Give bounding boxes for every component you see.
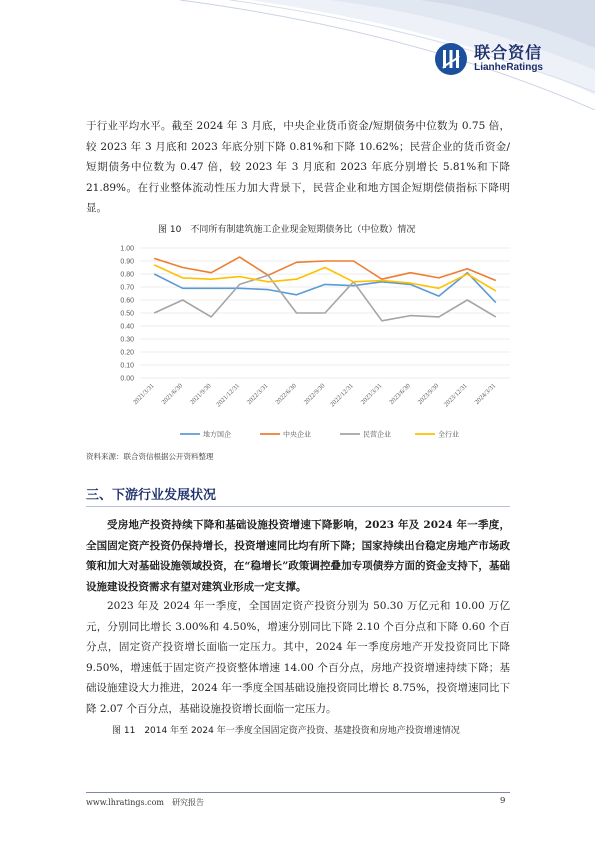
paragraph-liquidity: 于行业平均水平。截至 2024 年 3 月底，中央企业货币资金/短期债务中位数为 0.75 倍，较 2023 年 3 月底和 2023 年底分别下降 0.81%和下降 10.62%；民营企业的货币资金/短期债务中位数为 0.47 倍，较 2023 年 3 月底和 2023 年底分别增长 5.81%和下降 21.89%。在行业整体流动性压力加大背景下，民营企业和地方国企短期偿债指标下降明显。	[86, 120, 510, 214]
x-tick-label: 2023/9/30	[416, 382, 441, 407]
figure-11-caption: 图 11 2014 年至 2024 年一季度全国固定资产投资、基建投资和房地产投资增速情况	[112, 726, 460, 736]
series-line-2	[154, 257, 496, 280]
x-tick-label: 2022/9/30	[302, 382, 327, 407]
y-tick-label: 0.90	[120, 258, 134, 266]
figure-10-caption: 图 10 不同所有制建筑施工企业现金短期债务比（中位数）情况	[158, 225, 416, 235]
legend-label: 全行业	[438, 430, 459, 439]
y-tick-label: 1.00	[120, 245, 134, 253]
x-tick-label: 2023/12/31	[442, 382, 469, 409]
series-line-3	[154, 275, 496, 321]
y-tick-label: 0.60	[120, 297, 134, 305]
x-tick-label: 2023/6/30	[388, 382, 412, 407]
section-title: 三、下游行业发展状况	[86, 488, 217, 503]
y-tick-label: 0.50	[120, 310, 134, 318]
x-tick-label: 2023/3/31	[359, 382, 384, 407]
x-tick-label: 2021/3/31	[132, 382, 156, 407]
x-tick-label: 2021/9/30	[188, 382, 213, 407]
x-tick-label: 2022/3/31	[245, 382, 270, 407]
logo-chinese-name: 联合资信	[474, 43, 543, 62]
series-line-1	[154, 273, 496, 303]
x-tick-label: 2022/6/30	[274, 382, 298, 407]
x-tick-label: 2021/6/30	[160, 382, 185, 407]
y-tick-label: 0.70	[120, 284, 134, 292]
cash-short-debt-ratio-chart	[100, 236, 520, 446]
footer-website[interactable]: www.lhratings.com 研究报告	[86, 798, 205, 807]
page-number: 9	[500, 796, 506, 806]
y-tick-label: 0.80	[120, 271, 134, 279]
x-tick-label: 2022/12/31	[328, 382, 355, 409]
x-tick-label: 2021/12/31	[215, 382, 242, 409]
y-tick-label: 0.00	[120, 375, 134, 383]
legend-label: 地方国企	[203, 430, 231, 439]
lianhe-logo-icon	[434, 42, 468, 76]
footer-divider	[86, 792, 510, 793]
paragraph-summary: 受房地产投资持续下降和基础设施投资增速下降影响，2023 年及 2024 年一季度，全国固定资产投资仍保持增长，投资增速同比均有所下降；国家持续出台稳定房地产市场政策和加大对基础设施领域投资，在“稳增长”政策调控叠加专项债券方面的资金支持下，基础设施建设投资需求有望对建筑业形成一定支撑。	[86, 519, 510, 593]
source-note: 资料来源：联合资信根据公开资料整理	[86, 452, 214, 461]
section-divider	[86, 506, 510, 507]
legend-label: 民营企业	[363, 430, 391, 439]
paragraph-investment: 2023 年及 2024 年一季度，全国固定资产投资分别为 50.30 万亿元和 10.00 万亿元，分别同比增长 3.00%和 4.50%，增速分别同比下降 2.10 个百分点和下降 0.60 个百分点，固定资产投资增长面临一定压力。其中，2024 年一季度房地产开发投资同比下降 9.50%，增速低于固定资产投资整体增速 14.00 个百分点，房地产投资增速持续下降；基础设施建设大力推进，2024 年一季度全国基础设施投资同比增长 8.75%，投资增速同比下降 2.07 个百分点，基础设施投资增长面临一定压力。	[86, 600, 510, 715]
company-logo	[434, 42, 543, 76]
y-tick-label: 0.30	[120, 336, 134, 344]
legend-label: 中央企业	[283, 430, 311, 439]
y-tick-label: 0.20	[120, 349, 134, 357]
logo-english-name: LianheRatings	[474, 62, 543, 73]
y-tick-label: 0.40	[120, 323, 134, 331]
x-tick-label: 2024/3/31	[473, 382, 498, 407]
y-tick-label: 0.10	[120, 362, 134, 370]
